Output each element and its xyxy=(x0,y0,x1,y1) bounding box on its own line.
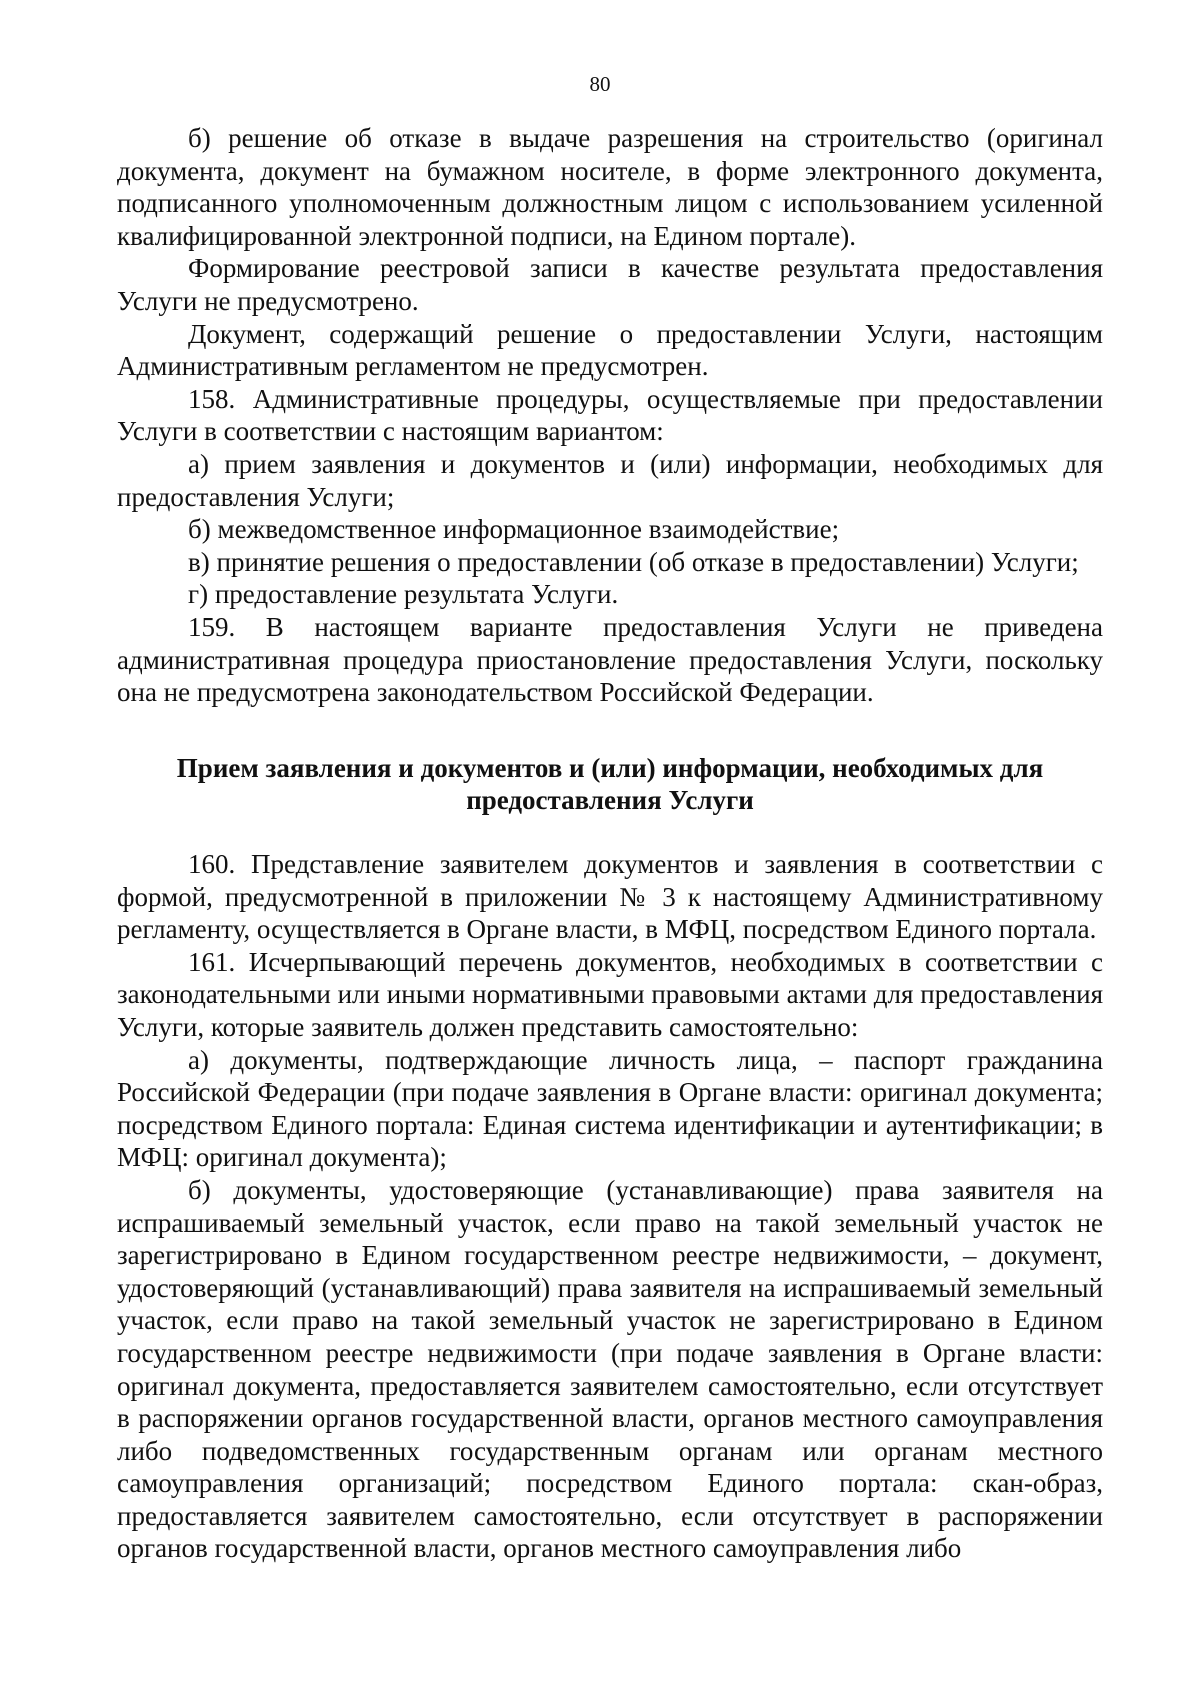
section-heading: Прием заявления и документов и (или) информации, необходимых для предоставления Услуги xyxy=(176,753,1044,815)
list-item-b: б) межведомственное информационное взаимодействие; xyxy=(188,514,840,545)
paragraph-registry-record: Формирование реестровой записи в качестве результата предоставления Услуги не предусмотрено. xyxy=(117,253,1103,316)
list-item-v: в) принятие решения о предоставлении (об отказе в предоставлении) Услуги; xyxy=(188,546,1079,577)
list-item-161-a: а) документы, подтверждающие личность лица, – паспорт гражданина Российской Федерации (при подаче заявления в Органе власти: оригинал документа; посредством Единого портала: Единая система идентификации и аутентификации; в МФЦ: оригинал документа); xyxy=(117,1044,1103,1173)
paragraph-result-refusal: б) решение об отказе в выдаче разрешения на строительство (оригинал документа, документ на бумажном носителе, в форме электронного документа, подписанного уполномоченным должностным лицом с использованием усиленной квалифицированной электронной подписи, на Едином портале). xyxy=(117,123,1103,251)
paragraph-161: 161. Исчерпывающий перечень документов, необходимых в соответствии с законодательными или иными нормативными правовыми актами для предоставления Услуги, которые заявитель должен представить самостоятельно: xyxy=(117,946,1103,1042)
list-item-g: г) предоставление результата Услуги. xyxy=(188,579,619,610)
paragraph-160: 160. Представление заявителем документов и заявления в соответствии с формой, предусмотренной в приложении № 3 к настоящему Административному регламенту, осуществляется в Органе власти, в МФЦ, посредством Единого портала. xyxy=(117,849,1103,945)
list-item-161-b: б) документы, удостоверяющие (устанавливающие) права заявителя на испрашиваемый земельный участок, если право на такой земельный участок не зарегистрировано в Едином государственном реестре недвижимости, – документ, удостоверяющий (устанавливающий) права заявителя на испрашиваемый земельный участок, если право на такой земельный участок не зарегистрировано в Едином государственном реестре недвижимости (при подаче заявления в Органе власти: оригинал документа, предоставляется заявителем самостоятельно, если отсутствует в распоряжении органов государственной власти, органов местного самоуправления либо подведомственных государственным органам или органам местного самоуправления организаций; посредством Единого портала: скан-образ, предоставляется заявителем самостоятельно, если отсутствует в распоряжении органов государственной власти, органов местного самоуправления либо xyxy=(117,1174,1103,1564)
paragraph-decision-document: Документ, содержащий решение о предоставлении Услуги, настоящим Административным регламентом не предусмотрен. xyxy=(117,318,1103,382)
list-item-a: а) прием заявления и документов и (или) информации, необходимых для предоставления Услуги; xyxy=(117,448,1103,512)
paragraph-159: 159. В настоящем варианте предоставления Услуги не приведена административная процедура приостановление предоставления Услуги, поскольку она не предусмотрена законодательством Российской Федерации. xyxy=(117,611,1103,708)
bottom-text-block xyxy=(117,848,1103,1565)
top-text-block xyxy=(117,122,1103,709)
section-heading-block xyxy=(117,752,1103,816)
page-number: 80 xyxy=(589,72,611,96)
paragraph-158: 158. Административные процедуры, осуществляемые при предоставлении Услуги в соответствии с настоящим вариантом: xyxy=(117,383,1103,447)
